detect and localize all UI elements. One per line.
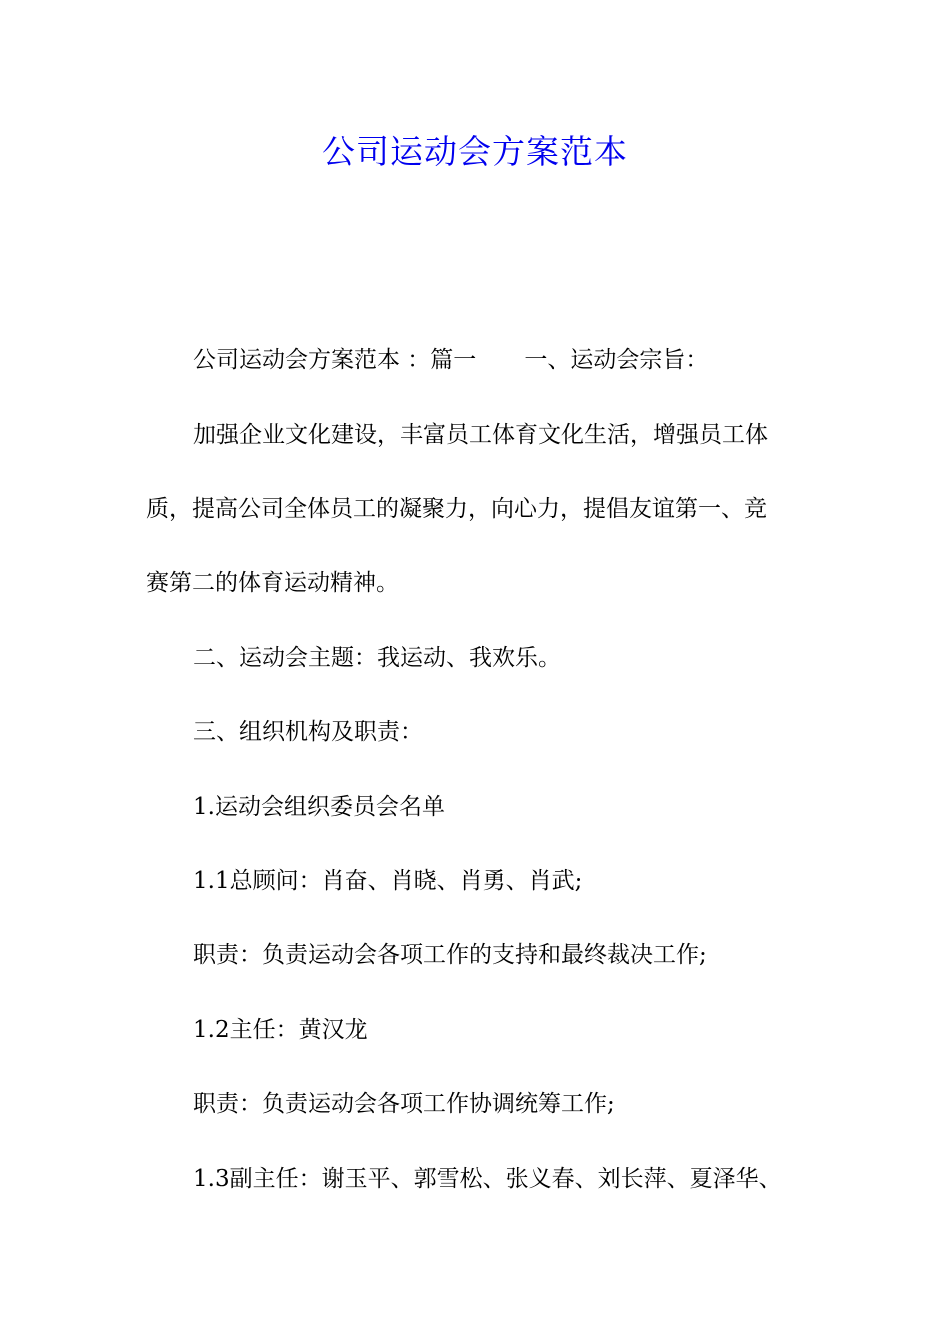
paragraph-line-4: 赛第二的体育运动精神。 xyxy=(146,570,399,596)
paragraph-line-7: 1.运动会组织委员会名单 xyxy=(193,794,445,820)
paragraph-line-9: 职责：负责运动会各项工作的支持和最终裁决工作; xyxy=(193,942,707,968)
paragraph-line-10: 1.2主任：黄汉龙 xyxy=(193,1017,368,1043)
paragraph-line-3: 质，提高公司全体员工的凝聚力，向心力，提倡友谊第一、竞 xyxy=(146,496,767,522)
paragraph-line-8: 1.1总顾问：肖奋、肖晓、肖勇、肖武; xyxy=(193,868,583,894)
paragraph-line-2: 加强企业文化建设，丰富员工体育文化生活，增强员工体 xyxy=(193,422,768,448)
document-title: 公司运动会方案范本 xyxy=(322,132,628,171)
paragraph-line-6: 三、组织机构及职责： xyxy=(193,719,423,745)
section-heading-label: 公司运动会方案范本 ：篇一 xyxy=(193,347,477,373)
paragraph-line-12: 1.3副主任：谢玉平、郭雪松、张义春、刘长萍、夏泽华、 xyxy=(193,1166,782,1192)
paragraph-line-1 xyxy=(193,340,708,380)
paragraph-line-5: 二、运动会主题：我运动、我欢乐。 xyxy=(193,645,561,671)
paragraph-line-11: 职责：负责运动会各项工作协调统筹工作; xyxy=(193,1091,615,1117)
section-heading-purpose: 一、运动会宗旨： xyxy=(524,347,709,373)
